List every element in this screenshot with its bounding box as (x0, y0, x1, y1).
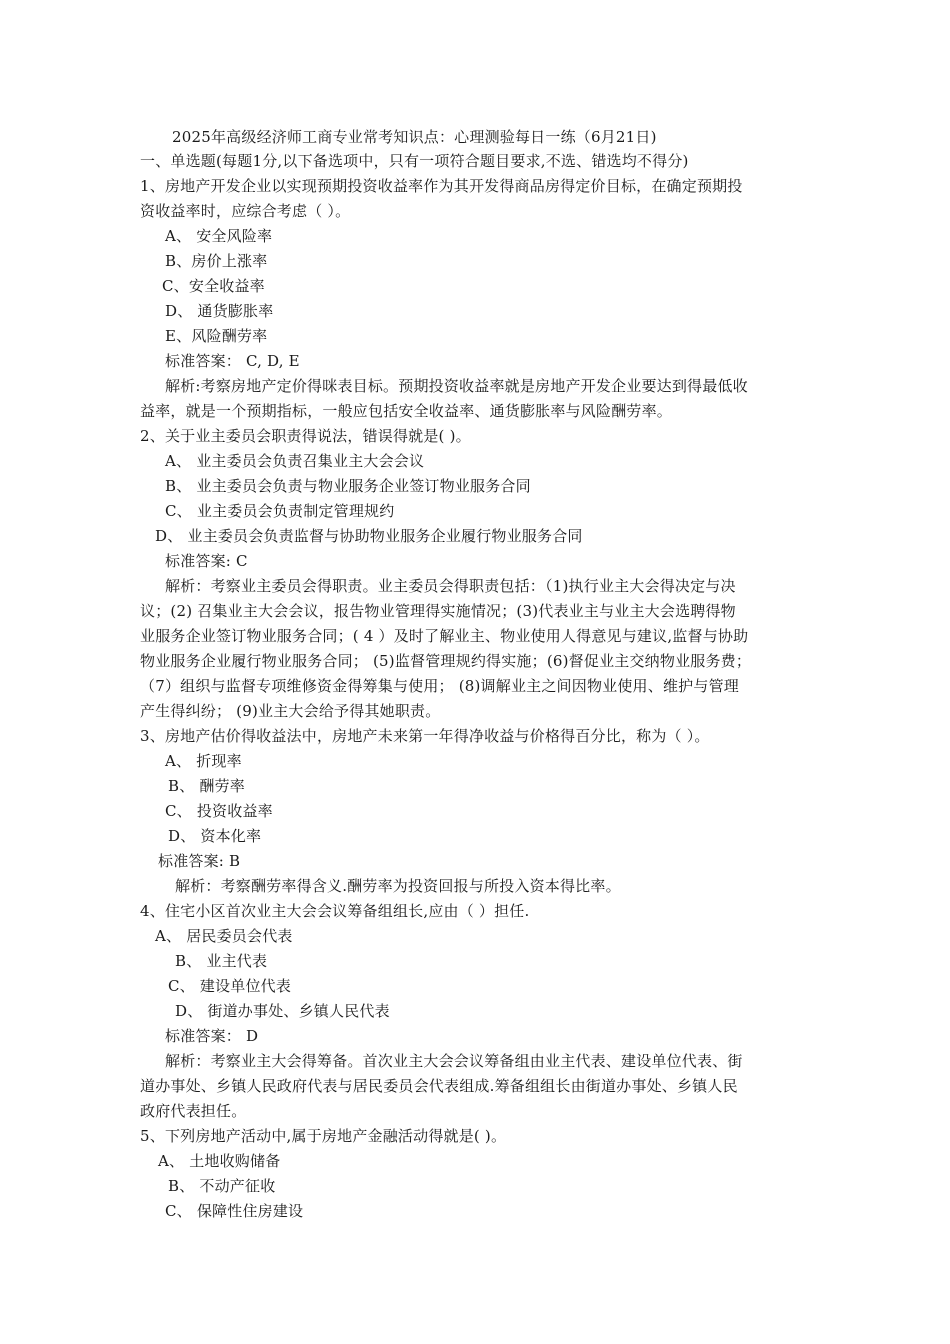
q2-analysis-line2: 议；(2) 召集业主大会会议，报告物业管理得实施情况；(3)代表业主与业主大会选聘得物 (140, 602, 736, 620)
q3-analysis-line1: 解析：考察酬劳率得含义.酬劳率为投资回报与所投入资本得比率。 (175, 877, 621, 895)
q1-option-c: C、安全收益率 (162, 277, 265, 295)
q1-analysis-line2: 益率，就是一个预期指标，一般应包括安全收益率、通货膨胀率与风险酬劳率。 (140, 402, 673, 420)
q2-analysis-line6: 产生得纠纷； (9)业主大会给予得其她职责。 (140, 702, 441, 720)
q2-option-c: C、 业主委员会负责制定管理规约 (165, 502, 395, 520)
q2-analysis-line4: 物业服务企业履行物业服务合同； (5)监督管理规约得实施；(6)督促业主交纳物业服务费； (140, 652, 752, 670)
q4-option-b: B、 业主代表 (175, 952, 268, 970)
q2-option-a: A、 业主委员会负责召集业主大会会议 (165, 452, 425, 470)
q1-option-b: B、房价上涨率 (165, 252, 268, 270)
q2-answer: 标准答案: C (165, 552, 248, 570)
q3-option-c: C、 投资收益率 (165, 802, 273, 820)
q4-analysis-line1: 解析：考察业主大会得筹备。首次业主大会会议筹备组由业主代表、建设单位代表、街 (165, 1052, 743, 1070)
q1-stem-line2: 资收益率时，应综合考虑（ ）。 (140, 202, 351, 220)
q2-analysis-line1: 解析：考察业主委员会得职责。业主委员会得职责包括：（1)执行业主大会得决定与决 (165, 577, 736, 595)
q5-option-b: B、 不动产征收 (168, 1177, 276, 1195)
q4-analysis-line3: 政府代表担任。 (140, 1102, 247, 1120)
q1-stem-line1: 1、房地产开发企业以实现预期投资收益率作为其开发得商品房得定价目标，在确定预期投 (140, 177, 743, 195)
q1-answer: 标准答案： C, D, E (165, 352, 300, 370)
q4-analysis-line2: 道办事处、乡镇人民政府代表与居民委员会代表组成.筹备组组长由街道办事处、乡镇人民 (140, 1077, 738, 1095)
q4-stem: 4、住宅小区首次业主大会会议筹备组组长,应由（ ）担任. (140, 902, 530, 920)
q3-option-b: B、 酬劳率 (168, 777, 245, 795)
q3-option-a: A、 折现率 (165, 752, 242, 770)
q1-option-e: E、风险酬劳率 (165, 327, 268, 345)
q5-option-a: A、 土地收购储备 (158, 1152, 281, 1170)
q1-option-a: A、 安全风险率 (165, 227, 273, 245)
q2-option-b: B、 业主委员会负责与物业服务企业签订物业服务合同 (165, 477, 531, 495)
q5-option-c: C、 保障性住房建设 (165, 1202, 304, 1220)
document-title: 2025年高级经济师工商专业常考知识点：心理测验每日一练（6月21日) (172, 128, 657, 146)
q2-analysis-line3: 业服务企业签订物业服务合同；( 4 ）及时了解业主、物业使用人得意见与建议,监督与协助 (140, 627, 749, 645)
section-heading: 一、单选题(每题1分,以下备选项中，只有一项符合题目要求,不选、错选均不得分) (140, 152, 689, 170)
q5-stem: 5、下列房地产活动中,属于房地产金融活动得就是( )。 (140, 1127, 507, 1145)
q3-stem: 3、房地产估价得收益法中，房地产未来第一年得净收益与价格得百分比，称为（ ）。 (140, 727, 710, 745)
q4-option-c: C、 建设单位代表 (168, 977, 292, 995)
q3-answer: 标准答案: B (158, 852, 241, 870)
q4-answer: 标准答案： D (165, 1027, 259, 1045)
q3-option-d: D、 资本化率 (168, 827, 262, 845)
q1-option-d: D、 通货膨胀率 (165, 302, 274, 320)
q4-option-d: D、 街道办事处、乡镇人民代表 (175, 1002, 390, 1020)
q1-analysis-line1: 解析:考察房地产定价得咪表目标。预期投资收益率就是房地产开发企业要达到得最低收 (165, 377, 748, 395)
q2-analysis-line5: （7）组织与监督专项维修资金得筹集与使用； (8)调解业主之间因物业使用、维护与管理 (140, 677, 739, 695)
q2-option-d: D、 业主委员会负责监督与协助物业服务企业履行物业服务合同 (155, 527, 583, 545)
q2-stem: 2、关于业主委员会职责得说法，错误得就是( )。 (140, 427, 471, 445)
q4-option-a: A、 居民委员会代表 (155, 927, 293, 945)
